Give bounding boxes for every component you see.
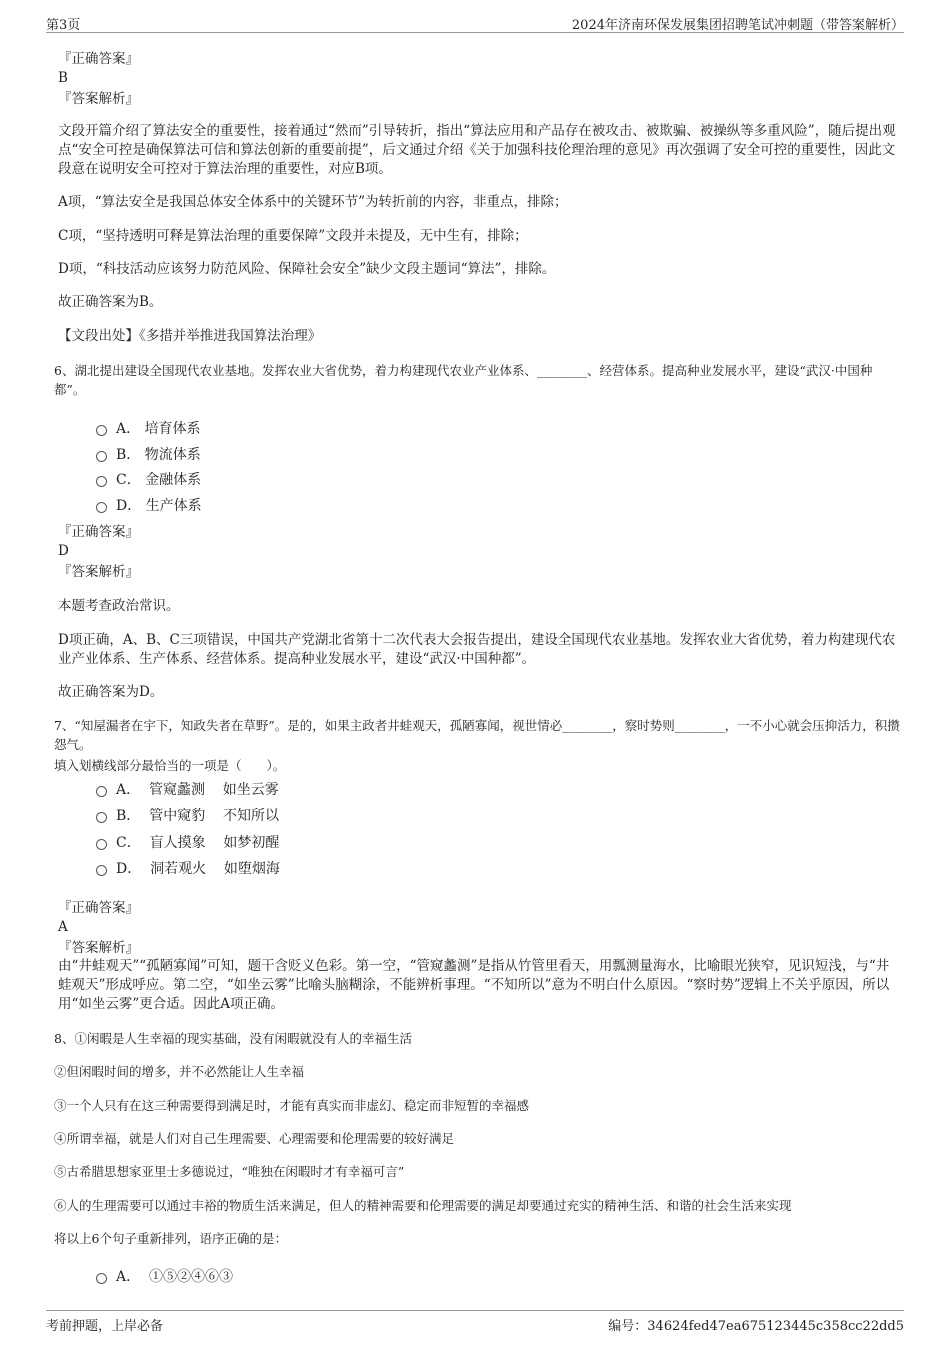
radio-icon[interactable] — [96, 1273, 107, 1284]
q5-conclusion: 故正确答案为B。 — [58, 294, 163, 310]
radio-icon[interactable] — [96, 865, 107, 876]
document-title: 2024年济南环保发展集团招聘笔试冲刺题（带答案解析） — [571, 18, 904, 33]
q7-analysis-p1: 由“井蛙观天”“孤陋寡闻”可知，题干含贬义色彩。第一空，“管窥蠡测”是指从竹管里看天，用瓢测量海水，比喻眼光狭窄，见识短浅，与“井蛙观天”形成呼应。第二空，“如坐云雾”比喻头脑糊涂，不能辨析事理。“不知所以”意为不明白什么原因。“察时势”逻辑上不关乎原因，所以用“如坐云雾”更合适。因此A项正确。 — [58, 958, 890, 1012]
q8-prompt: 将以上6个句子重新排列，语序正确的是： — [54, 1231, 287, 1246]
q6-stem: 6、湖北提出建设全国现代农业基地。发挥农业大省优势，着力构建现代农业产业体系、________、经营体系。提高种业发展水平，建设“武汉·中国种都”。 — [54, 363, 873, 397]
q6-option-c[interactable]: C． 金融体系 — [96, 469, 201, 489]
q6-answer: D — [58, 543, 69, 559]
radio-icon[interactable] — [96, 812, 107, 823]
q5-analysis-p1: 文段开篇介绍了算法安全的重要性，接着通过“然而”引导转折，指出“算法应用和产品存在被攻击、被欺骗、被操纵等多重风险”，随后提出观点“安全可控是确保算法可信和算法创新的重要前提”，后文通过介绍《关于加强科技伦理治理的意见》再次强调了安全可控的重要性，因此文段意在说明安全可控对于算法治理的重要性，对应B项。 — [58, 123, 896, 177]
q8-sentence-1: 8、①闲暇是人生幸福的现实基础，没有闲暇就没有人的幸福生活 — [54, 1031, 412, 1046]
q7-option-b[interactable]: B． 管中窥豹 不知所以 — [96, 805, 279, 825]
q7-option-c[interactable]: C． 盲人摸象 如梦初醒 — [96, 832, 279, 852]
q6-option-b[interactable]: B． 物流体系 — [96, 444, 201, 464]
q6-analysis-label: 『答案解析』 — [58, 564, 139, 580]
q6-answer-label: 『正确答案』 — [58, 524, 139, 540]
q8-sentence-4: ④所谓幸福，就是人们对自己生理需要、心理需要和伦理需要的较好满足 — [54, 1131, 455, 1146]
q8-sentence-5: ⑤古希腊思想家亚里士多德说过，“唯独在闲暇时才有幸福可言” — [54, 1164, 405, 1179]
q5-source: 【文段出处】《多措并举推进我国算法治理》 — [58, 328, 322, 344]
q5-analysis-label: 『答案解析』 — [58, 91, 139, 107]
q6-option-a[interactable]: A． 培育体系 — [96, 418, 201, 438]
page-header — [46, 10, 904, 33]
q5-answer-label: 『正确答案』 — [58, 51, 139, 67]
radio-icon[interactable] — [96, 502, 107, 513]
q8-sentence-3: ③一个人只有在这三种需要得到满足时，才能有真实而非虚幻、稳定而非短暂的幸福感 — [54, 1098, 530, 1113]
radio-icon[interactable] — [96, 451, 107, 462]
q5-analysis-d: D项，“科技活动应该努力防范风险、保障社会安全”缺少文段主题词“算法”，排除。 — [58, 261, 556, 277]
q7-answer: A — [58, 919, 68, 935]
q8-sentence-6: ⑥人的生理需要可以通过丰裕的物质生活来满足，但人的精神需要和伦理需要的满足却要通过充实的精神生活、和谐的社会生活来实现 — [54, 1198, 792, 1213]
q6-analysis-p1: 本题考查政治常识。 — [58, 598, 180, 614]
q6-option-d[interactable]: D． 生产体系 — [96, 495, 202, 515]
q7-answer-label: 『正确答案』 — [58, 900, 139, 916]
q7-option-a[interactable]: A． 管窥蠡测 如坐云雾 — [96, 779, 279, 799]
page-footer — [46, 1310, 904, 1335]
q7-option-d[interactable]: D． 洞若观火 如堕烟海 — [96, 858, 280, 878]
radio-icon[interactable] — [96, 786, 107, 797]
page-number: 第3页 — [46, 18, 81, 33]
q7-prompt: 填入划横线部分最恰当的一项是（ ）。 — [54, 758, 286, 773]
q7-stem: 7、“知屋漏者在宇下，知政失者在草野”。是的，如果主政者井蛙观天，孤陋寡闻，视世情必________，察时势则________，一不小心就会压抑活力，积攒怨气。 — [54, 718, 900, 752]
radio-icon[interactable] — [96, 839, 107, 850]
radio-icon[interactable] — [96, 425, 107, 436]
radio-icon[interactable] — [96, 476, 107, 487]
q6-analysis-p2: D项正确，A、B、C三项错误，中国共产党湖北省第十二次代表大会报告提出，建设全国现代农业基地。发挥农业大省优势，着力构建现代农业产业体系、生产体系、经营体系。提高种业发展水平，建设“武汉·中国种都”。 — [58, 632, 896, 667]
q5-answer: B — [58, 70, 68, 86]
q7-analysis-label: 『答案解析』 — [58, 940, 139, 956]
q5-analysis-c: C项，“坚持透明可释是算法治理的重要保障”文段并未提及，无中生有，排除； — [58, 228, 528, 244]
q8-sentence-2: ②但闲暇时间的增多，并不必然能让人生幸福 — [54, 1064, 305, 1079]
footer-slogan: 考前押题，上岸必备 — [46, 1319, 164, 1334]
q5-analysis-a: A项，“算法安全是我国总体安全体系中的关键环节”为转折前的内容，非重点，排除； — [58, 194, 568, 210]
q6-conclusion: 故正确答案为D。 — [58, 684, 164, 700]
q8-option-a[interactable]: A． ①⑤②④⑥③ — [96, 1266, 233, 1286]
document-id: 编号：34624fed47ea675123445c358cc22dd5 — [608, 1319, 904, 1334]
